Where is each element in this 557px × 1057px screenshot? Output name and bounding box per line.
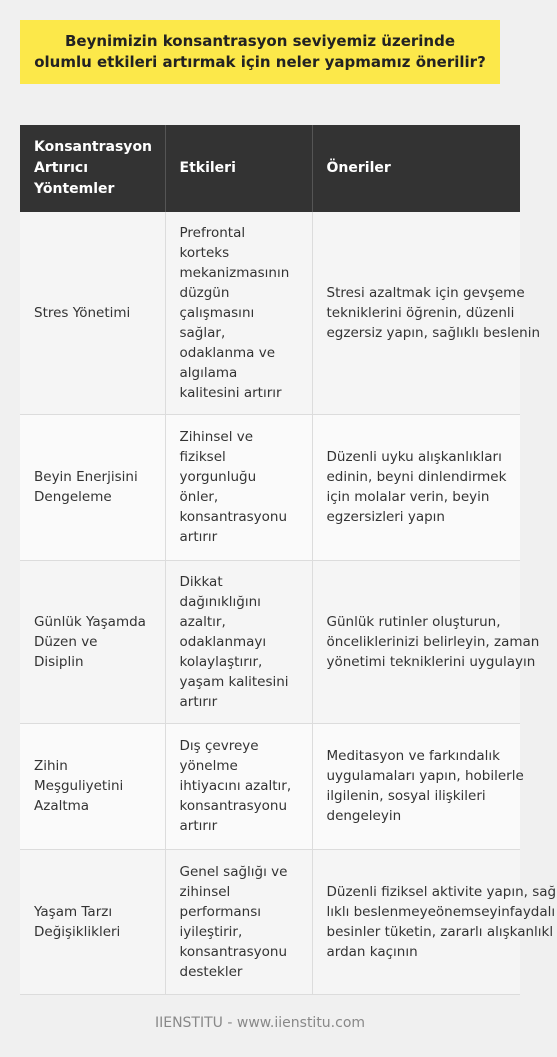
question-banner: Beynimizin konsantrasyon seviyemiz üzerinde olumlu etkileri artırmak için neler yapmamız önerilir? bbox=[20, 20, 500, 84]
footer-credit: IIENSTITU - www.iienstitu.com bbox=[154, 1015, 366, 1031]
suggestions-text: Düzenli fiziksel aktivite yapın, sağlıklı beslenmeyeönemseyinfaydalı besinler tüketin, zararlı alışkanlıklardan kaçının bbox=[326, 883, 557, 960]
header-effects: Etkileri bbox=[165, 125, 312, 212]
cell-effects: Zihinsel ve fiziksel yorgunluğu önler, konsantrasyonu artırır bbox=[165, 414, 312, 560]
cell-suggestions bbox=[312, 212, 541, 414]
concentration-table bbox=[20, 125, 557, 995]
cell-method: Günlük Yaşamda Düzen ve Disiplin bbox=[20, 560, 165, 723]
cell-method: Zihin Meşguliyetini Azaltma bbox=[20, 723, 165, 849]
header-suggestions: Öneriler bbox=[312, 125, 520, 212]
cell-suggestions bbox=[312, 849, 557, 994]
cell-method: Stres Yönetimi bbox=[20, 212, 165, 414]
cell-suggestions bbox=[312, 414, 520, 560]
cell-effects: Dış çevreye yönelme ihtiyacını azaltır, konsantrasyonu artırır bbox=[165, 723, 312, 849]
suggestions-text: Stresi azaltmak için gevşeme tekniklerini öğrenin, düzenli egzersiz yapın, sağlıklı beslenin bbox=[326, 284, 541, 341]
header-methods: Konsantrasyon Artırıcı Yöntemler bbox=[20, 125, 165, 212]
table-row bbox=[20, 212, 520, 414]
cell-effects: Prefrontal korteks mekanizmasının düzgün çalışmasını sağlar, odaklanma ve algılama kalitesini artırır bbox=[165, 212, 312, 414]
table-row bbox=[20, 723, 520, 849]
cell-suggestions bbox=[312, 723, 524, 849]
table-row bbox=[20, 414, 520, 560]
cell-method: Yaşam Tarzı Değişiklikleri bbox=[20, 849, 165, 994]
suggestions-text: Meditasyon ve farkındalık uygulamaları yapın, hobilerle ilgilenin, sosyal ilişkileri dengeleyin bbox=[326, 748, 524, 824]
table-header-row bbox=[20, 125, 520, 212]
table-row bbox=[20, 849, 520, 994]
cell-effects: Genel sağlığı ve zihinsel performansı iyileştirir, konsantrasyonu destekler bbox=[165, 849, 312, 994]
suggestions-text: Günlük rutinler oluşturun, önceliklerinizi belirleyin, zaman yönetimi tekniklerini uygulayın bbox=[326, 613, 540, 670]
cell-suggestions bbox=[312, 560, 540, 723]
cell-effects: Dikkat dağınıklığını azaltır, odaklanmayı kolaylaştırır, yaşam kalitesini artırır bbox=[165, 560, 312, 723]
table-row bbox=[20, 560, 520, 723]
suggestions-text: Düzenli uyku alışkanlıkları edinin, beyni dinlendirmek için molalar verin, beyin egzersizleri yapın bbox=[326, 449, 507, 525]
cell-method: Beyin Enerjisini Dengeleme bbox=[20, 414, 165, 560]
